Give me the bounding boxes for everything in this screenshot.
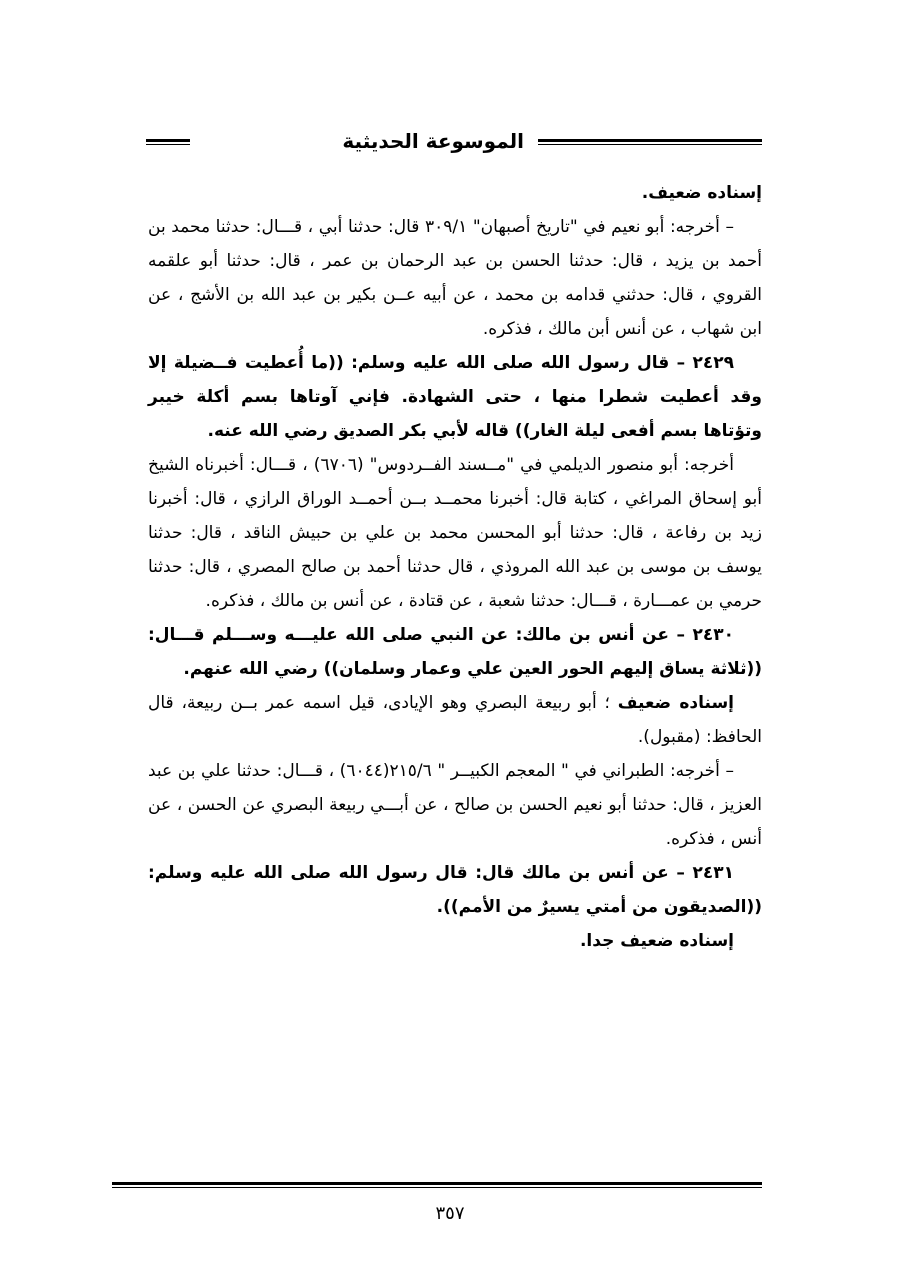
paragraph-takhrij-3: – أخرجه: الطبراني في " المعجم الكبيــر " ٢١٥/٦(٦٠٤٤) ، قـــال: حدثنا علي بن عبد العزيز ، قال: حدثنا أبو نعيم الحسن بن صالح ، عن أبـــي ربيعة البصري عن الحسن ، عن أنس ، فذكره. <box>148 761 762 849</box>
hadith-2431: ٢٤٣١ – عن أنس بن مالك قال: قال رسول الله صلى الله عليه وسلم: ((الصديقون من أمتي يسيرٌ من الأمم)). <box>148 863 762 917</box>
paragraph-takhrij-1: – أخرجه: أبو نعيم في "تاريخ أصبهان" ٣٠٩/١ قال: حدثنا أبي ، قـــال: حدثنا محمد بن أحمد بن يزيد ، قال: حدثنا الحسن بن عبد الرحمان بن عمر ، قال: حدثنا أبو علقمه القروي ، قال: حدثني قدامه بن محمد ، عن أبيه عــن بكير بن عبد الله بن الأشج ، عن ابن شهاب ، عن أنس أبن مالك ، فذكره. <box>148 217 762 339</box>
paragraph-isnad-2 <box>148 686 762 754</box>
running-header <box>146 128 762 154</box>
paragraph-takhrij-2: أخرجه: أبو منصور الديلمي في "مــسند الفــردوس" (٦٧٠٦) ، قـــال: أخبرناه الشيخ أبو إسحاق المراغي ، كتابة قال: أخبرنا محمــد بــن أحمــد الوراق الرازي ، قال: أخبرنا زيد بن رفاعة ، قال: حدثنا أبو المحسن محمد بن علي بن حبيش الناقد ، قال: حدثنا يوسف بن موسى بن عبد الله المروذي ، قال حدثنا أحمد بن صالح المصري ، قال: حدثنا حرمي بن عمـــارة ، قـــال: حدثنا شعبة ، عن قتادة ، عن أنس بن مالك ، فذكره. <box>148 455 762 611</box>
page-number: ٣٥٧ <box>435 1203 465 1224</box>
hadith-2430: ٢٤٣٠ – عن أنس بن مالك: عن النبي صلى الله عليـــه وســـلم قـــال: ((ثلاثة يساق إليهم الحور العين علي وعمار وسلمان)) رضي الله عنهم. <box>148 625 762 679</box>
paragraph-isnad-1: إسناده ضعيف. <box>641 183 762 203</box>
isnad-label: إسناده ضعيف <box>617 693 734 713</box>
paragraph-isnad-3: إسناده ضعيف جدا. <box>579 931 734 951</box>
header-title: الموسوعة الحديثية <box>342 129 524 153</box>
isnad-note: ؛ أبو ربيعة البصري وهو الإيادى، قيل اسمه عمر بــن ربيعة، قال الحافظ: (مقبول). <box>148 693 762 747</box>
footer-rule <box>112 1182 762 1188</box>
hadith-2429: ٢٤٢٩ – قال رسول الله صلى الله عليه وسلم: ((ما أُعطيت فــضيلة إلا وقد أعطيت شطرا منها ، حتى الشهادة. فإني آوتاها بسم أكلة خيبر وتؤتاها بسم أفعى ليلة الغار)) قاله لأبي بكر الصديق رضي الله عنه. <box>148 353 762 441</box>
page-body <box>148 176 762 958</box>
